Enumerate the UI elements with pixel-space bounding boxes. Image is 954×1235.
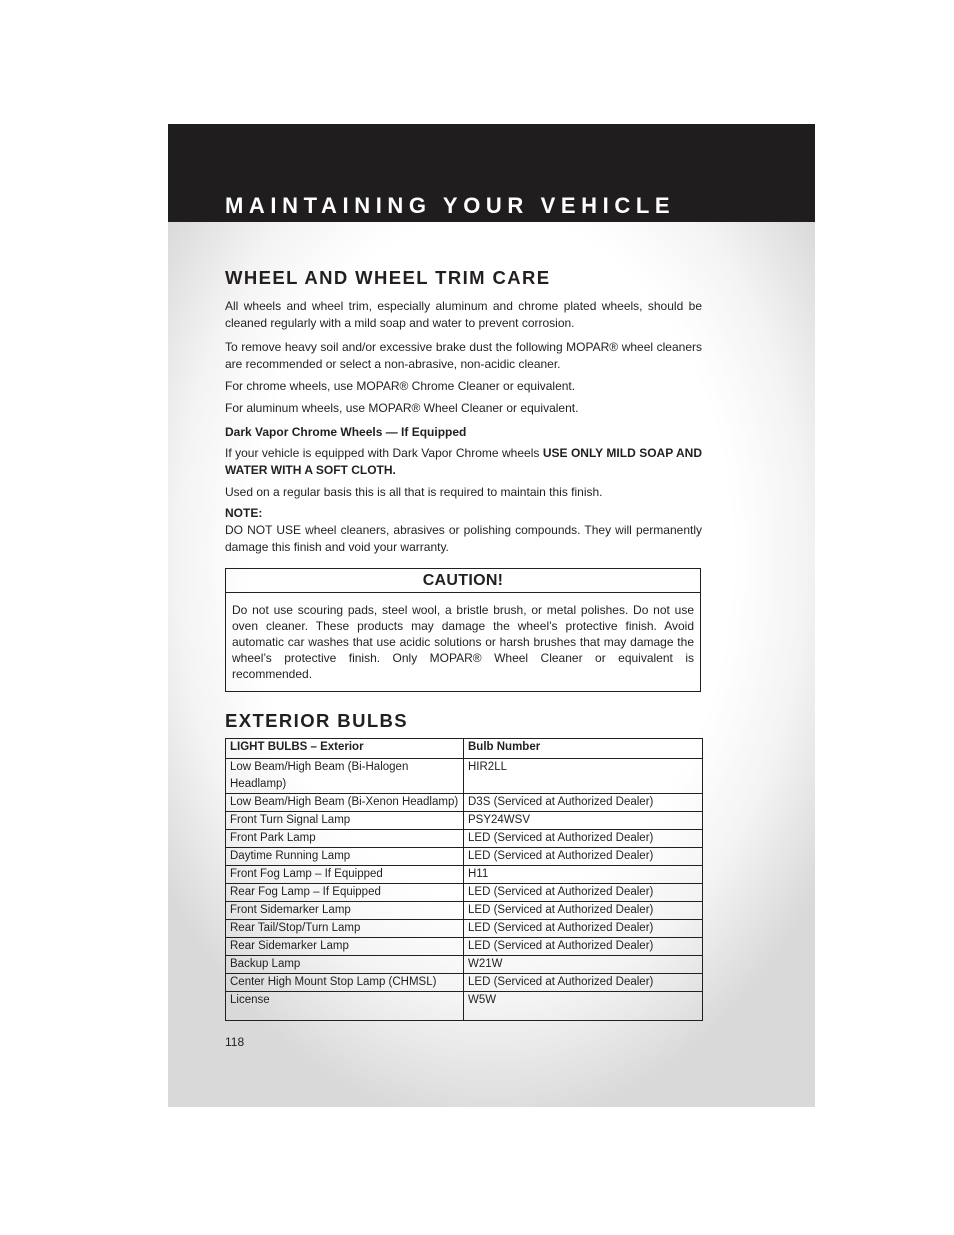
table-row [226,920,703,938]
page-number: 118 [225,1035,245,1049]
caution-title: CAUTION! [226,569,700,593]
light-name-cell: Backup Lamp [226,956,464,974]
bulb-number-cell: LED (Serviced at Authorized Dealer) [464,920,703,938]
light-name-cell: Rear Sidemarker Lamp [226,938,464,956]
light-name-cell: Front Park Lamp [226,830,464,848]
bulb-number-cell: HIR2LL [464,759,703,794]
regular-basis-paragraph: Used on a regular basis this is all that is required to maintain this finish. [225,485,603,499]
exterior-bulbs-heading: EXTERIOR BULBS [225,710,409,731]
table-row [226,956,703,974]
note-label: NOTE: [225,506,263,520]
wheel-care-paragraph-2: To remove heavy soil and/or excessive brake dust the following MOPAR® wheel cleaners are recommended or select a non-abrasive, non-acidic cleaner. [225,340,702,371]
bulb-number-cell: W5W [464,992,703,1021]
table-header-row [226,739,703,759]
table-row [226,812,703,830]
bulb-number-cell: LED (Serviced at Authorized Dealer) [464,902,703,920]
table-row [226,794,703,812]
chapter-title: MAINTAINING YOUR VEHICLE [225,193,676,218]
bulb-number-cell: H11 [464,866,703,884]
note-text: DO NOT USE wheel cleaners, abrasives or polishing compounds. They will permanently damage this finish and void your warranty. [225,523,702,554]
light-bulbs-column-header: LIGHT BULBS – Exterior [226,739,464,759]
caution-box [225,568,701,692]
table-row [226,866,703,884]
table-row [226,759,703,794]
table-row [226,902,703,920]
light-name-cell: Rear Fog Lamp – If Equipped [226,884,464,902]
bulb-number-cell: LED (Serviced at Authorized Dealer) [464,974,703,992]
light-name-cell: Front Sidemarker Lamp [226,902,464,920]
dark-vapor-emphasis: USE ONLY MILD SOAP AND WATER WITH A SOFT CLOTH. [225,446,702,477]
caution-text: Do not use scouring pads, steel wool, a bristle brush, or metal polishes. Do not use oven cleaner. These products may damage the wheel’s protective finish. Avoid automatic car washes that use acidic solutions or harsh brushes that may damage the wheel’s protective finish. Only MOPAR® Wheel Cleaner or equivalent is recommended. [232,603,694,681]
light-name-cell: License [226,992,464,1021]
light-name-cell: Low Beam/High Beam (Bi-Xenon Headlamp) [226,794,464,812]
bulb-number-cell: D3S (Serviced at Authorized Dealer) [464,794,703,812]
light-name-cell: Center High Mount Stop Lamp (CHMSL) [226,974,464,992]
dark-vapor-subheading: Dark Vapor Chrome Wheels — If Equipped [225,425,467,439]
aluminum-wheels-paragraph: For aluminum wheels, use MOPAR® Wheel Cleaner or equivalent. [225,401,579,415]
chrome-wheels-paragraph: For chrome wheels, use MOPAR® Chrome Cleaner or equivalent. [225,379,576,393]
table-row [226,992,703,1021]
header-band [168,124,815,222]
bulb-number-cell: LED (Serviced at Authorized Dealer) [464,884,703,902]
table-row [226,938,703,956]
wheel-care-paragraph-1: All wheels and wheel trim, especially aluminum and chrome plated wheels, should be cleaned regularly with a mild soap and water to prevent corrosion. [225,299,702,330]
bulb-number-column-header: Bulb Number [464,739,703,759]
dark-vapor-lead-text: If your vehicle is equipped with Dark Vapor Chrome wheels [225,446,543,460]
bulb-number-cell: LED (Serviced at Authorized Dealer) [464,830,703,848]
table-row [226,884,703,902]
light-name-cell: Front Turn Signal Lamp [226,812,464,830]
light-name-cell: Daytime Running Lamp [226,848,464,866]
table-row [226,848,703,866]
wheel-care-heading: WHEEL AND WHEEL TRIM CARE [225,267,551,288]
bulb-number-cell: LED (Serviced at Authorized Dealer) [464,938,703,956]
bulb-number-cell: PSY24WSV [464,812,703,830]
table-row [226,830,703,848]
page-content [225,267,702,1021]
bulb-number-cell: LED (Serviced at Authorized Dealer) [464,848,703,866]
table-row [226,974,703,992]
exterior-bulbs-table [225,738,703,1021]
light-name-cell: Low Beam/High Beam (Bi-Halogen Headlamp) [226,759,464,794]
light-name-cell: Rear Tail/Stop/Turn Lamp [226,920,464,938]
dark-vapor-paragraph [225,445,702,479]
light-name-cell: Front Fog Lamp – If Equipped [226,866,464,884]
bulb-number-cell: W21W [464,956,703,974]
manual-page [168,124,815,1107]
